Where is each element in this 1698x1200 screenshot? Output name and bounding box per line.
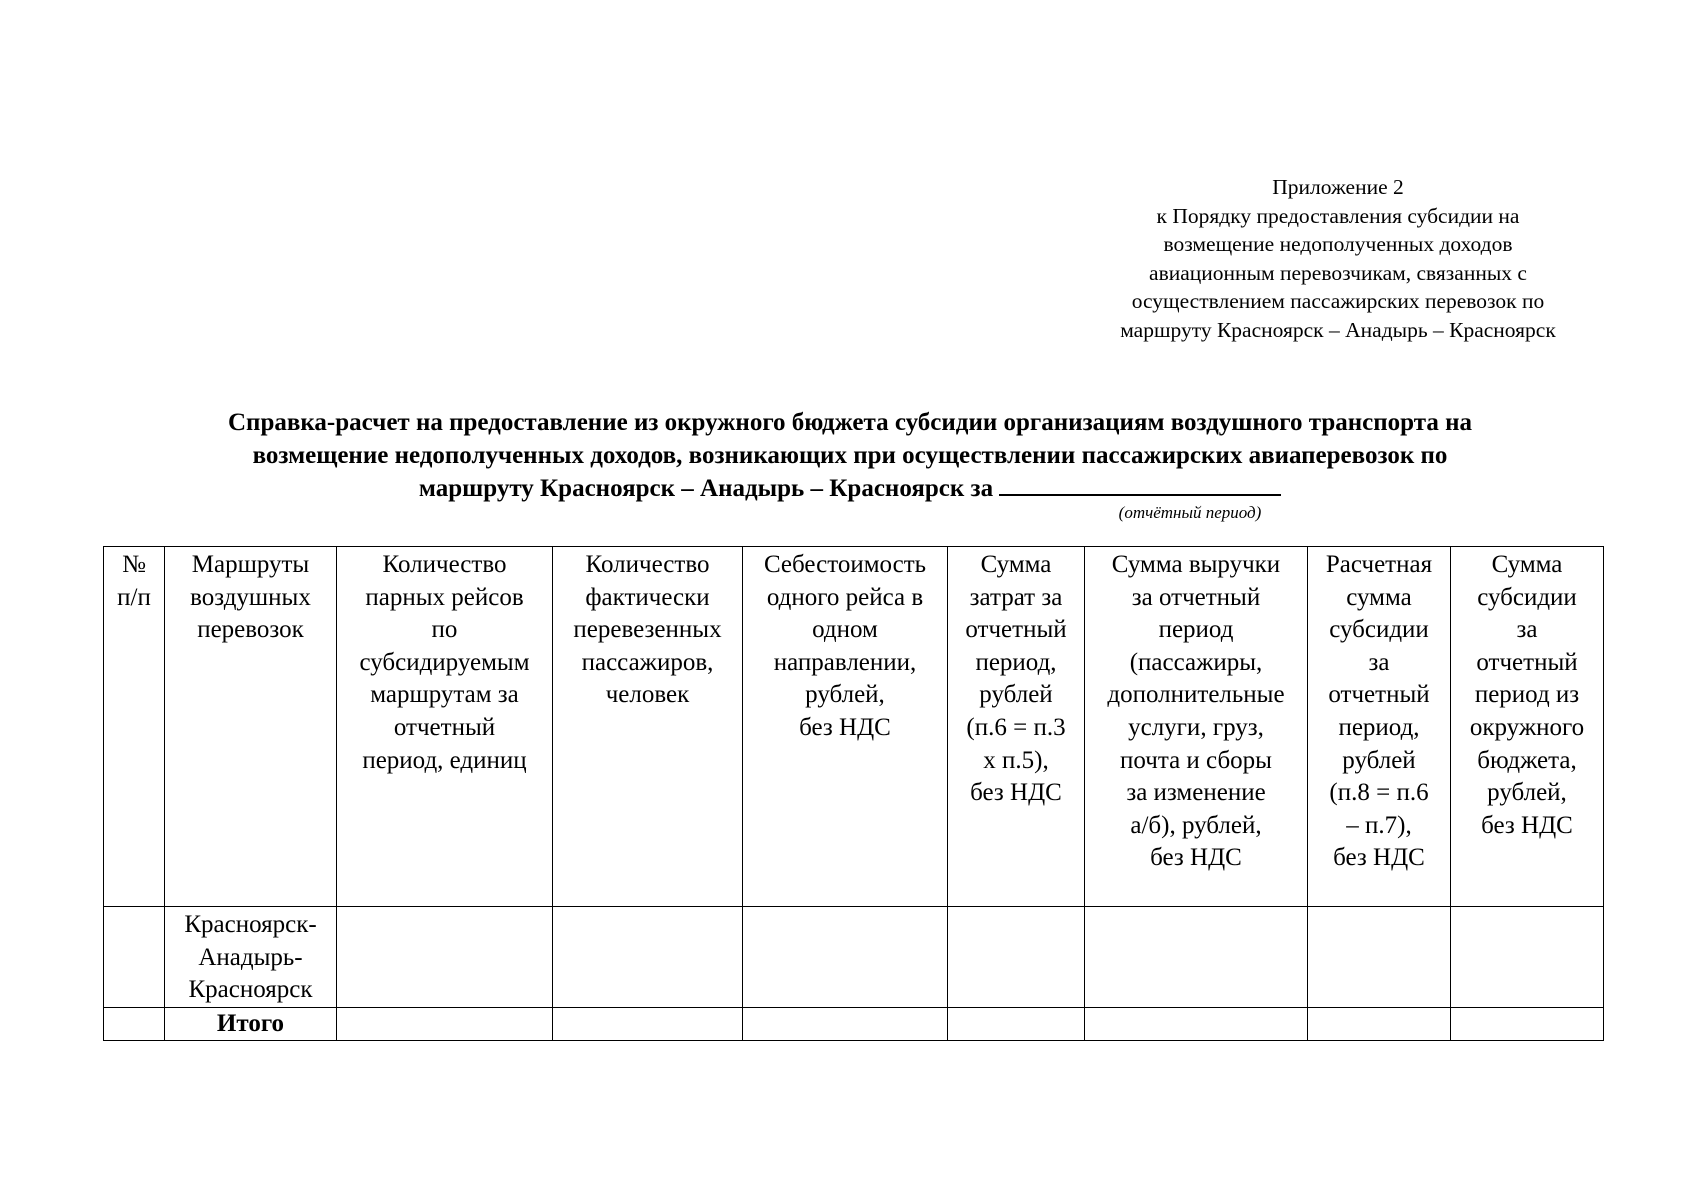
appendix-line: авиационным перевозчикам, связанных с	[1149, 260, 1527, 285]
flights-count-cell[interactable]	[337, 907, 553, 1008]
document-title	[100, 406, 1600, 505]
title-line: Справка-расчет на предоставление из окружного бюджета субсидии организациям воздушного транспорта на	[228, 409, 1472, 436]
header-cell-flights-count: Количество парных рейсов по субсидируемым маршрутам за отчетный период, единиц	[337, 547, 553, 907]
passengers-cell[interactable]	[553, 907, 743, 1008]
header-cell-estimated-subsidy: Расчетная сумма субсидии за отчетный период, рублей (п.8 = п.6 – п.7), без НДС	[1308, 547, 1451, 907]
appendix-line: маршруту Красноярск – Анадырь – Красноярск	[1120, 317, 1556, 342]
title-line: возмещение недополученных доходов, возникающих при осуществлении пассажирских авиаперевозок по	[252, 442, 1448, 469]
title-line-period	[100, 472, 1600, 505]
subsidy-amount-cell[interactable]	[1451, 907, 1604, 1008]
table-row	[104, 907, 1604, 1008]
total-passengers-cell[interactable]	[553, 1007, 743, 1040]
header-cell-total-costs: Сумма затрат за отчетный период, рублей (п.6 = п.3 х п.5), без НДС	[948, 547, 1085, 907]
period-blank-field[interactable]	[999, 472, 1281, 496]
table-header-row	[104, 547, 1604, 907]
appendix-line: осуществлением пассажирских перевозок по	[1131, 289, 1545, 314]
route-number-cell[interactable]	[104, 907, 165, 1008]
total-flights-cell[interactable]	[337, 1007, 553, 1040]
header-cell-passengers: Количество фактически перевезенных пассажиров, человек	[553, 547, 743, 907]
total-subsidy-amount-cell[interactable]	[1451, 1007, 1604, 1040]
total-flight-cost-cell[interactable]	[743, 1007, 948, 1040]
total-estimated-subsidy-cell[interactable]	[1308, 1007, 1451, 1040]
subsidy-calculation-table	[103, 546, 1604, 1041]
period-hint: (отчётный период)	[1118, 503, 1262, 522]
total-costs-cell[interactable]	[948, 1007, 1085, 1040]
total-number-cell[interactable]	[104, 1007, 165, 1040]
total-revenue-cell[interactable]	[1085, 1007, 1308, 1040]
header-cell-routes: Маршруты воздушных перевозок	[165, 547, 337, 907]
total-costs-cell[interactable]	[948, 907, 1085, 1008]
route-name-cell: Красноярск- Анадырь- Красноярск	[165, 907, 337, 1008]
appendix-header	[1078, 173, 1598, 345]
revenue-cell[interactable]	[1085, 907, 1308, 1008]
total-label: Итого	[165, 1007, 337, 1040]
flight-cost-cell[interactable]	[743, 907, 948, 1008]
appendix-line: к Порядку предоставления субсидии на	[1156, 203, 1520, 228]
appendix-line: возмещение недополученных доходов	[1163, 232, 1513, 257]
header-cell-flight-cost: Себестоимость одного рейса в одном направлении, рублей, без НДС	[743, 547, 948, 907]
estimated-subsidy-cell[interactable]	[1308, 907, 1451, 1008]
table-total-row	[104, 1007, 1604, 1040]
header-cell-number: № п/п	[104, 547, 165, 907]
header-cell-revenue: Сумма выручки за отчетный период (пассажиры, дополнительные услуги, груз, почта и сборы за изменение а/б), рублей, без НДС	[1085, 547, 1308, 907]
appendix-line: Приложение 2	[1272, 175, 1404, 199]
header-cell-subsidy-amount: Сумма субсидии за отчетный период из окружного бюджета, рублей, без НДС	[1451, 547, 1604, 907]
title-line-text: маршруту Красноярск – Анадырь – Красноярск за	[418, 475, 994, 502]
